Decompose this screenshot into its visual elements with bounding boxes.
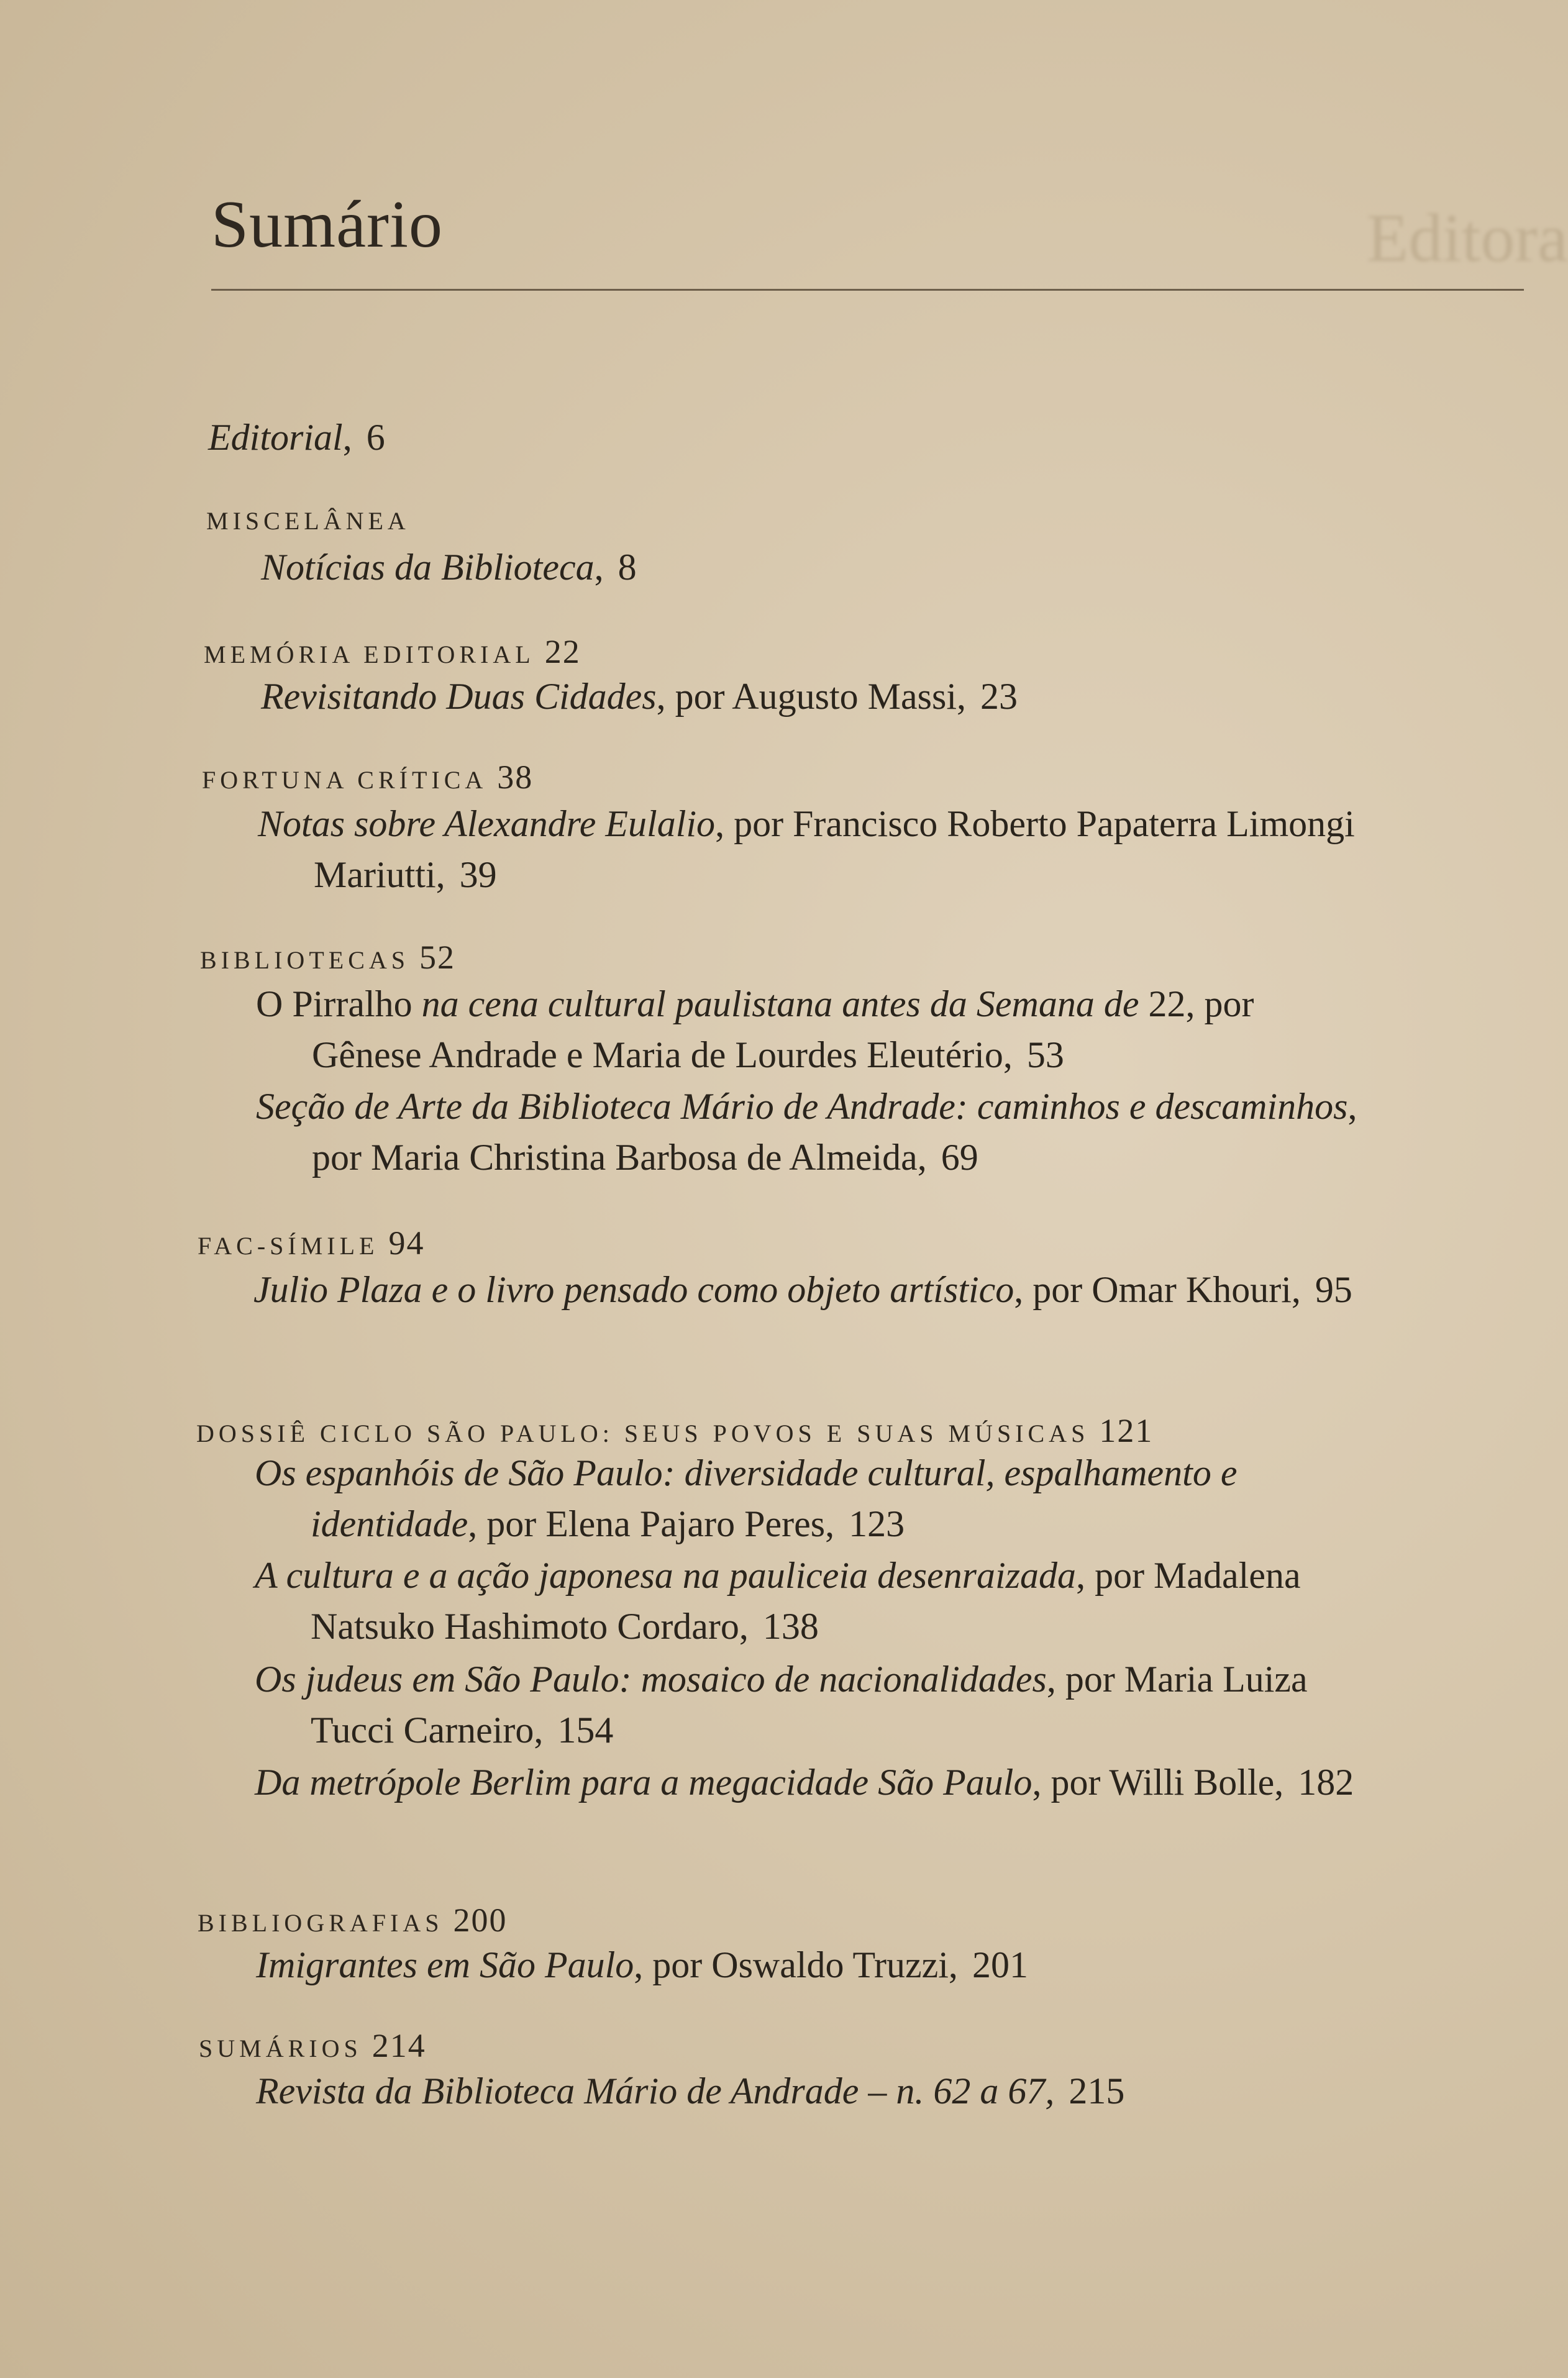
- toc-entry: Imigrantes em São Paulo, por Oswaldo Truzzi, 201: [256, 1944, 1028, 1985]
- page-title: Sumário: [211, 188, 443, 262]
- toc-entry: A cultura e a ação japonesa na pauliceia desenraizada, por Madalena Natsuko Hashimoto Cordaro, 138: [255, 1555, 1301, 1647]
- toc-entry: Os espanhóis de São Paulo: diversidade cultural, espalhamento e identidade, por Elena Pajaro Peres, 123: [255, 1452, 1238, 1544]
- toc-entry: Os judeus em São Paulo: mosaico de nacionalidades, por Maria Luiza Tucci Carneiro, 154: [255, 1659, 1308, 1751]
- section-heading-fac-simile: FAC-SÍMILE 94: [198, 1224, 425, 1262]
- section-heading-dossie: DOSSIÊ CICLO SÃO PAULO: SEUS POVOS E SUAS MÚSICAS 121: [196, 1412, 1154, 1449]
- editorial-entry: Editorial, 6: [208, 417, 385, 458]
- toc-entry: Seção de Arte da Biblioteca Mário de Andrade: caminhos e descaminhos, por Maria Christina Barbosa de Almeida, 69: [256, 1086, 1357, 1178]
- toc-entry: Notícias da Biblioteca, 8: [261, 547, 637, 588]
- section-heading-bibliotecas: BIBLIOTECAS 52: [200, 939, 455, 976]
- toc-entry: Revisitando Duas Cidades, por Augusto Massi, 23: [261, 676, 1018, 717]
- toc-entry: Da metrópole Berlim para a megacidade São Paulo, por Willi Bolle, 182: [255, 1762, 1354, 1803]
- section-heading-miscelanea: MISCELÂNEA: [206, 507, 410, 535]
- background-text-fragment: Editora: [1367, 200, 1568, 276]
- toc-entry: O Pirralho na cena cultural paulistana antes da Semana de 22, por Gênese Andrade e Maria de Lourdes Eleutério, 53: [256, 983, 1254, 1075]
- editorial-page: 6: [366, 417, 385, 458]
- toc-entry: Revista da Biblioteca Mário de Andrade – n. 62 a 67, 215: [256, 2070, 1125, 2112]
- section-heading-fortuna-critica: FORTUNA CRÍTICA 38: [202, 758, 534, 796]
- section-heading-memoria-editorial: MEMÓRIA EDITORIAL 22: [204, 633, 581, 670]
- editorial-label: Editorial: [208, 417, 343, 458]
- section-heading-sumarios: SUMÁRIOS 214: [199, 2027, 426, 2064]
- toc-entry: Julio Plaza e o livro pensado como objeto artístico, por Omar Khouri, 95: [253, 1269, 1352, 1310]
- title-rule: [211, 289, 1524, 291]
- section-heading-bibliografias: BIBLIOGRAFIAS 200: [198, 1902, 508, 1939]
- toc-entry: Notas sobre Alexandre Eulalio, por Francisco Roberto Papaterra Limongi Mariutti, 39: [258, 803, 1355, 895]
